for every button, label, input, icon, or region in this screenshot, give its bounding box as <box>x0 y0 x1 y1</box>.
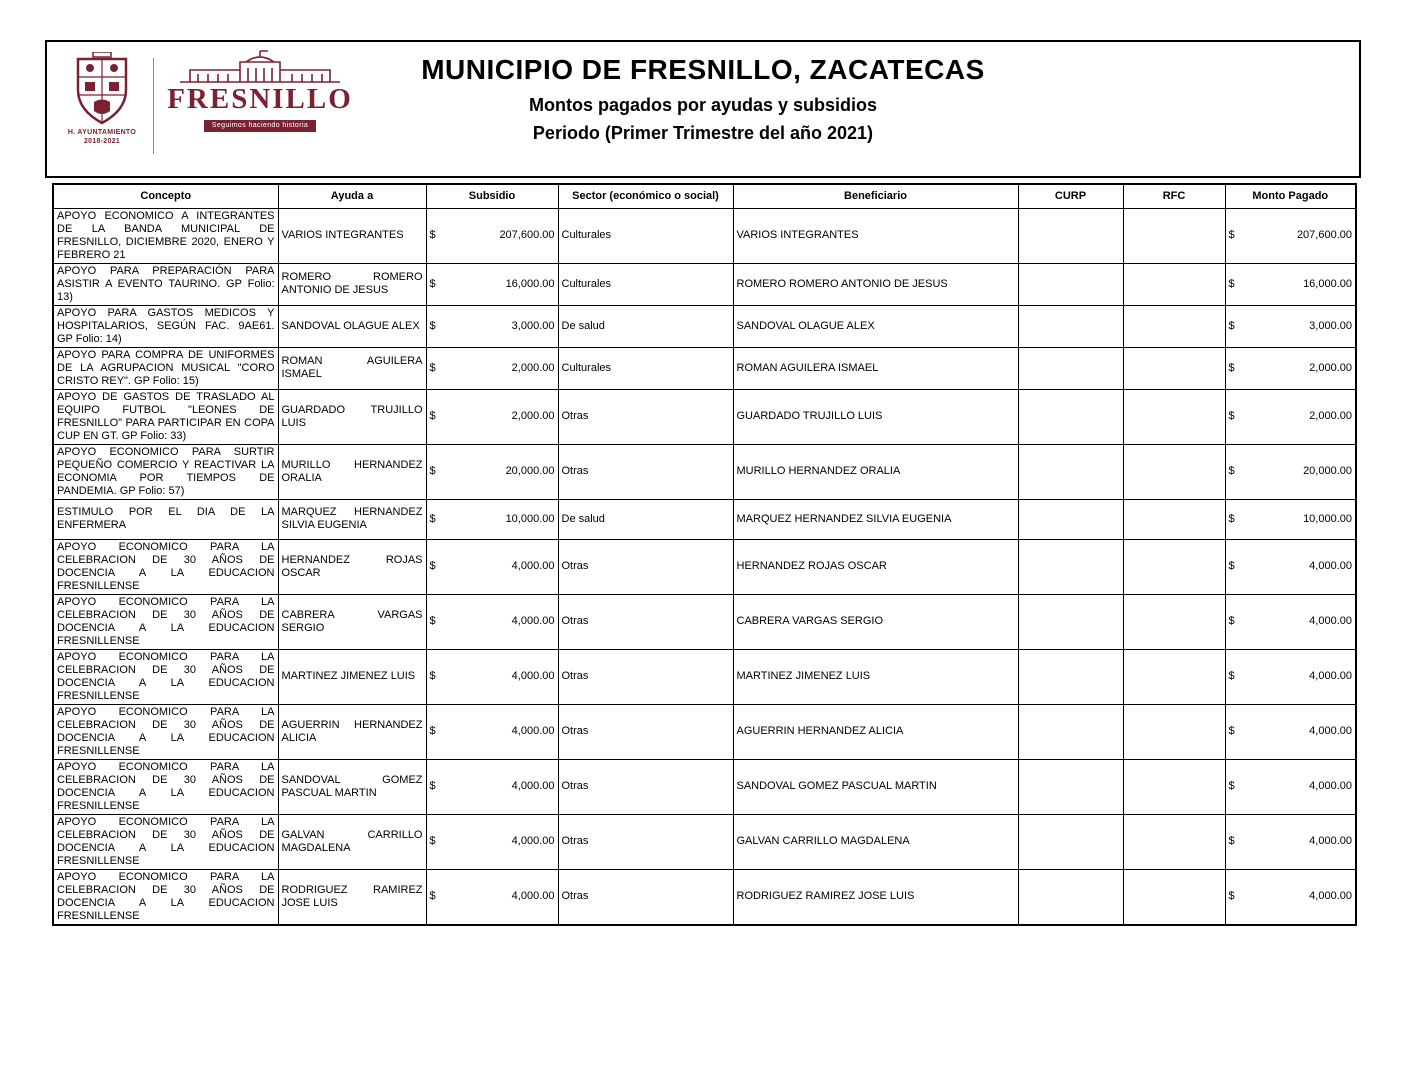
amount-value: 2,000.00 <box>511 361 555 374</box>
cell-ayuda: CABRERA VARGAS SERGIO <box>278 594 426 649</box>
column-header-sector: Sector (económico o social) <box>558 184 733 208</box>
cell-subsidio <box>426 869 558 925</box>
amount-value: 4,000.00 <box>1309 725 1352 737</box>
cell-curp <box>1018 869 1123 925</box>
monto-money <box>1229 465 1353 478</box>
cell-subsidio <box>426 594 558 649</box>
cell-ayuda: ROMAN AGUILERA ISMAEL <box>278 347 426 389</box>
cell-sector: Otras <box>558 389 733 444</box>
cell-sector: Otras <box>558 869 733 925</box>
cell-beneficiario: MARQUEZ HERNANDEZ SILVIA EUGENIA <box>733 499 1018 539</box>
column-header-rfc: RFC <box>1123 184 1225 208</box>
cell-subsidio <box>426 305 558 347</box>
title-block <box>47 54 1359 144</box>
cell-curp <box>1018 814 1123 869</box>
cell-beneficiario: HERNANDEZ ROJAS OSCAR <box>733 539 1018 594</box>
cell-rfc <box>1123 389 1225 444</box>
cell-subsidio <box>426 704 558 759</box>
cell-ayuda: SANDOVAL GOMEZ PASCUAL MARTIN <box>278 759 426 814</box>
cell-curp <box>1018 759 1123 814</box>
monto-money <box>1229 410 1353 423</box>
cell-rfc <box>1123 594 1225 649</box>
subsidio-money <box>430 890 555 903</box>
cell-subsidio <box>426 649 558 704</box>
amount-value: 3,000.00 <box>511 319 555 332</box>
cell-monto <box>1225 444 1356 499</box>
cell-sector: Otras <box>558 594 733 649</box>
monto-money <box>1229 229 1353 242</box>
currency-symbol: $ <box>429 319 436 332</box>
cell-curp <box>1018 347 1123 389</box>
amount-value: 20,000.00 <box>1303 465 1352 477</box>
cell-ayuda: MURILLO HERNANDEZ ORALIA <box>278 444 426 499</box>
cell-concepto: APOYO ECONOMICO PARA LA CELEBRACION DE 30 AÑOS DE DOCENCIA A LA EDUCACION FRESNILLENSE <box>53 759 278 814</box>
currency-symbol: $ <box>1228 319 1235 332</box>
table-row <box>53 594 1356 649</box>
cell-ayuda: GUARDADO TRUJILLO LUIS <box>278 389 426 444</box>
subsidio-money <box>430 670 555 683</box>
monto-money <box>1229 835 1353 848</box>
cell-rfc <box>1123 305 1225 347</box>
currency-symbol: $ <box>1228 410 1235 422</box>
fresnillo-tagline: Seguimos haciendo historia <box>204 120 316 132</box>
table-row <box>53 869 1356 925</box>
cell-curp <box>1018 389 1123 444</box>
currency-symbol: $ <box>429 277 436 290</box>
cell-monto <box>1225 347 1356 389</box>
cell-beneficiario: SANDOVAL OLAGUE ALEX <box>733 305 1018 347</box>
cell-monto <box>1225 594 1356 649</box>
cell-concepto: APOYO PARA PREPARACIÓN PARA ASISTIR A EVENTO TAURINO. GP Folio: 13) <box>53 263 278 305</box>
table-row <box>53 814 1356 869</box>
cell-ayuda: VARIOS INTEGRANTES <box>278 208 426 263</box>
document-period: Periodo (Primer Trimestre del año 2021) <box>532 123 874 143</box>
currency-symbol: $ <box>429 512 436 525</box>
subsidio-money <box>430 560 555 573</box>
cell-concepto: APOYO ECONOMICO PARA LA CELEBRACION DE 30 AÑOS DE DOCENCIA A LA EDUCACION FRESNILLENSE <box>53 539 278 594</box>
cell-ayuda: AGUERRIN HERNANDEZ ALICIA <box>278 704 426 759</box>
cell-rfc <box>1123 499 1225 539</box>
monto-money <box>1229 513 1353 526</box>
monto-money <box>1229 278 1353 291</box>
amount-value: 3,000.00 <box>1309 319 1352 332</box>
currency-symbol: $ <box>429 725 436 737</box>
cell-sector: Culturales <box>558 263 733 305</box>
amount-value: 4,000.00 <box>1309 615 1352 627</box>
cell-sector: Otras <box>558 759 733 814</box>
cell-ayuda: HERNANDEZ ROJAS OSCAR <box>278 539 426 594</box>
subsidio-money <box>430 725 555 738</box>
currency-symbol: $ <box>429 229 436 241</box>
amount-value: 4,000.00 <box>511 890 555 902</box>
amount-value: 4,000.00 <box>1309 780 1352 792</box>
cell-curp <box>1018 539 1123 594</box>
amount-value: 207,600.00 <box>499 229 555 241</box>
cell-concepto: APOYO ECONOMICO PARA LA CELEBRACION DE 30 AÑOS DE DOCENCIA A LA EDUCACION FRESNILLENSE <box>53 649 278 704</box>
cell-concepto: APOYO ECONOMICO PARA SURTIR PEQUEÑO COMERCIO Y REACTIVAR LA ECONOMIA POR TIEMPOS DE PANDEMIA. GP Folio: 57) <box>53 444 278 499</box>
amount-value: 4,000.00 <box>1309 890 1352 902</box>
subsidio-money <box>430 278 555 291</box>
cell-sector: De salud <box>558 499 733 539</box>
column-header-concepto: Concepto <box>53 184 278 208</box>
cell-concepto: APOYO PARA COMPRA DE UNIFORMES DE LA AGRUPACION MUSICAL "CORO CRISTO REY". GP Folio: 15) <box>53 347 278 389</box>
document-subtitle: Montos pagados por ayudas y subsidios <box>528 95 878 115</box>
currency-symbol: $ <box>1228 670 1235 682</box>
cell-monto <box>1225 704 1356 759</box>
cell-beneficiario: AGUERRIN HERNANDEZ ALICIA <box>733 704 1018 759</box>
currency-symbol: $ <box>1228 890 1235 902</box>
currency-symbol: $ <box>1228 361 1235 374</box>
cell-curp <box>1018 499 1123 539</box>
cell-sector: Otras <box>558 649 733 704</box>
monto-money <box>1229 320 1353 333</box>
currency-symbol: $ <box>429 361 436 374</box>
table-row <box>53 389 1356 444</box>
currency-symbol: $ <box>1228 465 1235 477</box>
amount-value: 4,000.00 <box>511 670 555 682</box>
cell-beneficiario: ROMERO ROMERO ANTONIO DE JESUS <box>733 263 1018 305</box>
payments-table <box>52 183 1357 926</box>
cell-ayuda: MARTINEZ JIMENEZ LUIS <box>278 649 426 704</box>
monto-money <box>1229 780 1353 793</box>
table-row <box>53 263 1356 305</box>
cell-concepto: APOYO DE GASTOS DE TRASLADO AL EQUIPO FUTBOL "LEONES DE FRESNILLO" PARA PARTICIPAR EN COPA CUP EN GT. GP Folio: 33) <box>53 389 278 444</box>
currency-symbol: $ <box>1228 229 1235 241</box>
cell-rfc <box>1123 539 1225 594</box>
cell-rfc <box>1123 208 1225 263</box>
cell-rfc <box>1123 649 1225 704</box>
cell-beneficiario: MARTINEZ JIMENEZ LUIS <box>733 649 1018 704</box>
cell-monto <box>1225 263 1356 305</box>
cell-curp <box>1018 263 1123 305</box>
cell-beneficiario: SANDOVAL GOMEZ PASCUAL MARTIN <box>733 759 1018 814</box>
cell-concepto: ESTIMULO POR EL DIA DE LA ENFERMERA <box>53 499 278 539</box>
table-row <box>53 649 1356 704</box>
currency-symbol: $ <box>429 465 436 477</box>
cell-concepto: APOYO ECONOMICO PARA LA CELEBRACION DE 30 AÑOS DE DOCENCIA A LA EDUCACION FRESNILLENSE <box>53 594 278 649</box>
amount-value: 10,000.00 <box>505 512 555 525</box>
currency-symbol: $ <box>1228 512 1235 525</box>
cell-subsidio <box>426 499 558 539</box>
monto-money <box>1229 670 1353 683</box>
currency-symbol: $ <box>429 835 436 847</box>
cell-beneficiario: MURILLO HERNANDEZ ORALIA <box>733 444 1018 499</box>
cell-subsidio <box>426 539 558 594</box>
cell-subsidio <box>426 759 558 814</box>
cell-rfc <box>1123 704 1225 759</box>
table-header-row <box>53 184 1356 208</box>
amount-value: 4,000.00 <box>511 615 555 627</box>
cell-monto <box>1225 499 1356 539</box>
table-body <box>53 208 1356 925</box>
currency-symbol: $ <box>1228 835 1235 847</box>
amount-value: 16,000.00 <box>505 277 555 290</box>
amount-value: 2,000.00 <box>1309 361 1352 374</box>
table-row <box>53 208 1356 263</box>
cell-monto <box>1225 389 1356 444</box>
cell-curp <box>1018 594 1123 649</box>
cell-sector: Otras <box>558 444 733 499</box>
cell-rfc <box>1123 869 1225 925</box>
amount-value: 4,000.00 <box>511 835 555 847</box>
cell-curp <box>1018 704 1123 759</box>
cell-sector: Otras <box>558 814 733 869</box>
cell-subsidio <box>426 389 558 444</box>
cell-monto <box>1225 759 1356 814</box>
crest-caption-line2: 2018-2021 <box>83 138 121 145</box>
cell-monto <box>1225 869 1356 925</box>
table-row <box>53 347 1356 389</box>
cell-rfc <box>1123 759 1225 814</box>
cell-rfc <box>1123 814 1225 869</box>
document-title: MUNICIPIO DE FRESNILLO, ZACATECAS <box>421 54 985 85</box>
cell-concepto: APOYO ECONOMICO PARA LA CELEBRACION DE 30 AÑOS DE DOCENCIA A LA EDUCACION FRESNILLENSE <box>53 869 278 925</box>
cell-ayuda: MARQUEZ HERNANDEZ SILVIA EUGENIA <box>278 499 426 539</box>
amount-value: 207,600.00 <box>1296 229 1352 241</box>
amount-value: 4,000.00 <box>1309 670 1352 682</box>
table-row <box>53 305 1356 347</box>
currency-symbol: $ <box>429 410 436 422</box>
monto-money <box>1229 890 1353 903</box>
cell-ayuda: SANDOVAL OLAGUE ALEX <box>278 305 426 347</box>
currency-symbol: $ <box>429 560 436 572</box>
amount-value: 10,000.00 <box>1303 512 1352 525</box>
monto-money <box>1229 560 1353 573</box>
table-row <box>53 704 1356 759</box>
cell-concepto: APOYO PARA GASTOS MEDICOS Y HOSPITALARIOS, SEGÚN FAC. 9AE61. GP Folio: 14) <box>53 305 278 347</box>
cell-concepto: APOYO ECONOMICO PARA LA CELEBRACION DE 30 AÑOS DE DOCENCIA A LA EDUCACION FRESNILLENSE <box>53 814 278 869</box>
amount-value: 4,000.00 <box>511 725 555 737</box>
column-header-curp: CURP <box>1018 184 1123 208</box>
currency-symbol: $ <box>1228 725 1235 737</box>
amount-value: 2,000.00 <box>511 410 555 422</box>
currency-symbol: $ <box>1228 560 1235 572</box>
cell-concepto: APOYO ECONOMICO PARA LA CELEBRACION DE 30 AÑOS DE DOCENCIA A LA EDUCACION FRESNILLENSE <box>53 704 278 759</box>
cell-beneficiario: ROMAN AGUILERA ISMAEL <box>733 347 1018 389</box>
table-row <box>53 539 1356 594</box>
table-row <box>53 444 1356 499</box>
monto-money <box>1229 725 1353 738</box>
cell-concepto: APOYO ECONOMICO A INTEGRANTES DE LA BANDA MUNICIPAL DE FRESNILLO, DICIEMBRE 2020, ENERO Y FEBRERO 21 <box>53 208 278 263</box>
cell-curp <box>1018 208 1123 263</box>
monto-money <box>1229 362 1353 375</box>
cell-curp <box>1018 305 1123 347</box>
currency-symbol: $ <box>1228 615 1235 627</box>
amount-value: 2,000.00 <box>1309 410 1352 422</box>
cell-subsidio <box>426 347 558 389</box>
amount-value: 4,000.00 <box>1309 560 1352 572</box>
cell-beneficiario: GALVAN CARRILLO MAGDALENA <box>733 814 1018 869</box>
amount-value: 20,000.00 <box>505 465 555 477</box>
table-row <box>53 499 1356 539</box>
subsidio-money <box>430 410 555 423</box>
column-header-ayuda: Ayuda a <box>278 184 426 208</box>
cell-ayuda: GALVAN CARRILLO MAGDALENA <box>278 814 426 869</box>
fresnillo-wordmark: FRESNILLO <box>167 83 353 115</box>
monto-money <box>1229 615 1353 628</box>
subsidio-money <box>430 513 555 526</box>
currency-symbol: $ <box>429 615 436 627</box>
cell-sector: Culturales <box>558 208 733 263</box>
subsidio-money <box>430 780 555 793</box>
cell-ayuda: RODRIGUEZ RAMIREZ JOSE LUIS <box>278 869 426 925</box>
cell-monto <box>1225 305 1356 347</box>
cell-subsidio <box>426 208 558 263</box>
cell-subsidio <box>426 814 558 869</box>
cell-curp <box>1018 649 1123 704</box>
subsidio-money <box>430 362 555 375</box>
column-header-subsidio: Subsidio <box>426 184 558 208</box>
table-row <box>53 759 1356 814</box>
cell-beneficiario: CABRERA VARGAS SERGIO <box>733 594 1018 649</box>
cell-subsidio <box>426 444 558 499</box>
subsidio-money <box>430 229 555 242</box>
cell-beneficiario: GUARDADO TRUJILLO LUIS <box>733 389 1018 444</box>
cell-sector: Otras <box>558 704 733 759</box>
cell-monto <box>1225 649 1356 704</box>
column-header-beneficiario: Beneficiario <box>733 184 1018 208</box>
document-header <box>45 40 1361 178</box>
currency-symbol: $ <box>429 780 436 792</box>
subsidio-money <box>430 465 555 478</box>
amount-value: 4,000.00 <box>511 780 555 792</box>
crest-caption-line1: H. AYUNTAMIENTO <box>67 129 137 136</box>
cell-rfc <box>1123 444 1225 499</box>
table-header <box>53 184 1356 208</box>
cell-monto <box>1225 208 1356 263</box>
cell-ayuda: ROMERO ROMERO ANTONIO DE JESUS <box>278 263 426 305</box>
cell-beneficiario: VARIOS INTEGRANTES <box>733 208 1018 263</box>
cell-curp <box>1018 444 1123 499</box>
cell-monto <box>1225 539 1356 594</box>
cell-subsidio <box>426 263 558 305</box>
subsidio-money <box>430 615 555 628</box>
column-header-monto: Monto Pagado <box>1225 184 1356 208</box>
cell-beneficiario: RODRIGUEZ RAMIREZ JOSE LUIS <box>733 869 1018 925</box>
subsidio-money <box>430 320 555 333</box>
cell-sector: De salud <box>558 305 733 347</box>
currency-symbol: $ <box>1228 277 1235 290</box>
cell-rfc <box>1123 347 1225 389</box>
amount-value: 4,000.00 <box>511 560 555 572</box>
amount-value: 4,000.00 <box>1309 835 1352 847</box>
currency-symbol: $ <box>1228 780 1235 792</box>
subsidio-money <box>430 835 555 848</box>
amount-value: 16,000.00 <box>1303 277 1352 290</box>
cell-sector: Culturales <box>558 347 733 389</box>
cell-sector: Otras <box>558 539 733 594</box>
cell-monto <box>1225 814 1356 869</box>
cell-rfc <box>1123 263 1225 305</box>
currency-symbol: $ <box>429 670 436 682</box>
currency-symbol: $ <box>429 890 436 902</box>
